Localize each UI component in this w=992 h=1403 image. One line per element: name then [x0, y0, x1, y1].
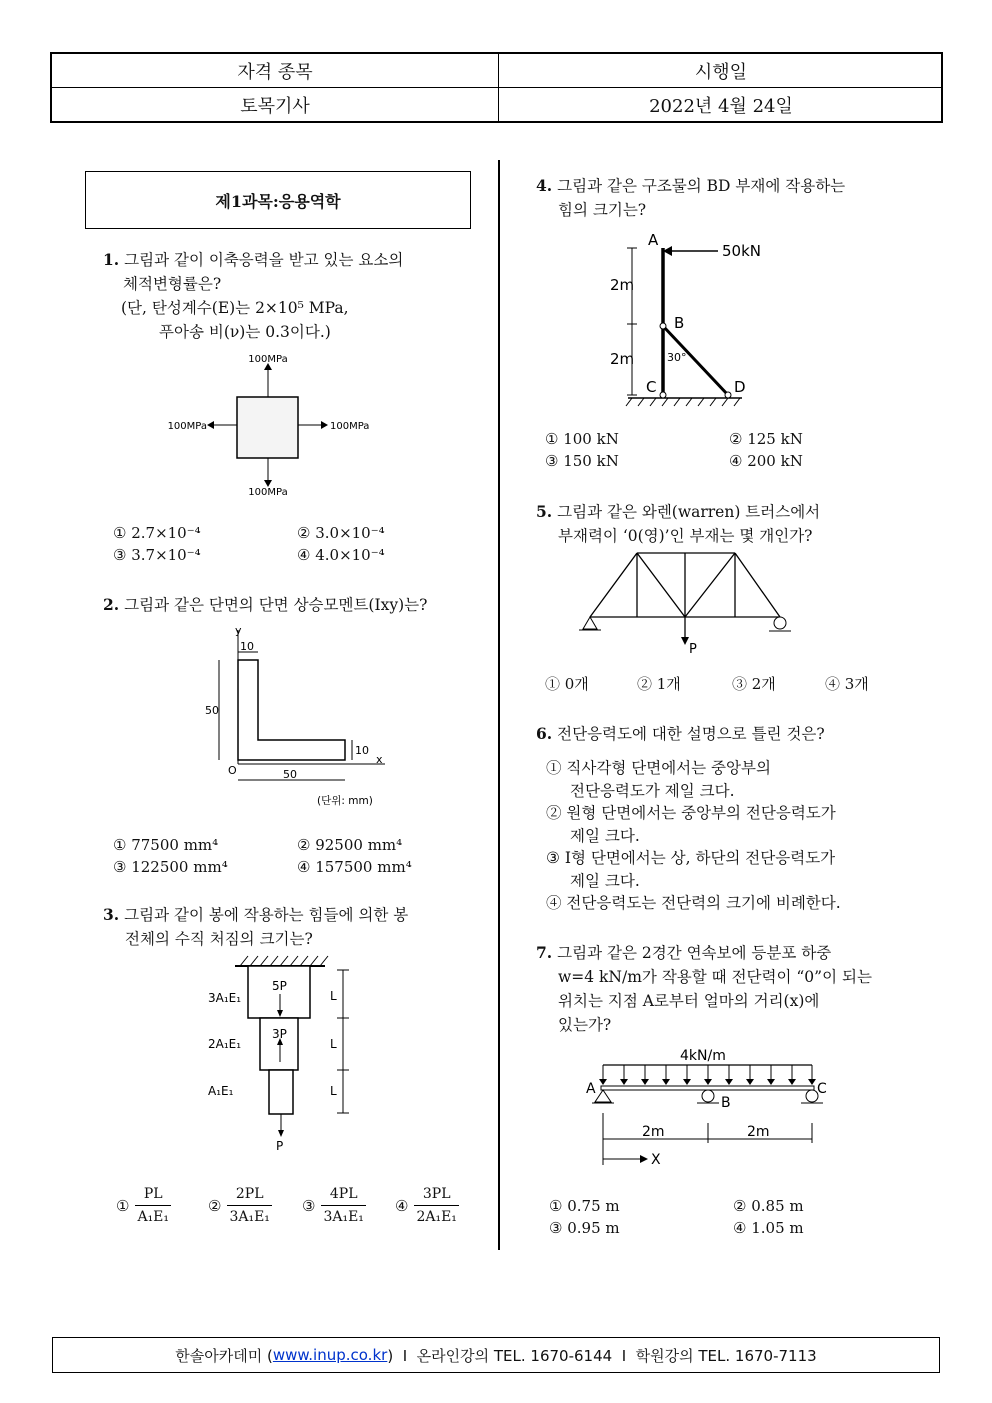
- q1-option-3[interactable]: ③ 3.7×10⁻⁴: [113, 546, 201, 564]
- q5-option-3[interactable]: ③ 2개: [732, 675, 776, 693]
- q6-stem: [536, 722, 825, 746]
- q7-figure: [580, 1043, 840, 1173]
- q6-option-2[interactable]: [546, 802, 841, 847]
- q4-label-c: C: [646, 378, 657, 396]
- q3-option-4[interactable]: [395, 1183, 459, 1228]
- q6-option-4[interactable]: ④ 전단응력도는 전단력의 크기에 비례한다.: [546, 894, 841, 912]
- q7-label-c: C: [817, 1081, 827, 1097]
- q5-label-p: P: [689, 642, 697, 657]
- q7-option-3[interactable]: ③ 0.95 m: [549, 1219, 620, 1237]
- q6-number: 6.: [536, 724, 553, 743]
- q2-label-width: 50: [283, 768, 297, 781]
- q4-text1: 그림과 같은 구조물의 BD 부재에 작용하는: [557, 177, 846, 195]
- q1-element-square: [237, 397, 298, 458]
- header-col2-label: 시행일: [694, 61, 748, 83]
- q5-figure: [575, 545, 795, 660]
- q1-option-2[interactable]: ② 3.0×10⁻⁴: [297, 524, 385, 542]
- q4-label-angle: 30°: [667, 351, 687, 364]
- q3-option-4-fraction: [414, 1183, 458, 1228]
- q3-option-3[interactable]: [302, 1183, 366, 1228]
- q6-option-3b: 제일 크다.: [570, 871, 640, 890]
- q6-option-1b: 전단응력도가 제일 크다.: [570, 781, 735, 800]
- q3-option-3-num: 4PL: [321, 1183, 365, 1206]
- q3-load-3p: 3P: [272, 1027, 287, 1041]
- q1-label-top: 100MPa: [248, 354, 288, 365]
- q1-figure: [150, 350, 390, 500]
- q7-option-4[interactable]: ④ 1.05 m: [733, 1219, 804, 1237]
- q5-number: 5.: [536, 502, 553, 521]
- q1-label-left: 100MPa: [167, 421, 207, 432]
- q6-option-2a: ② 원형 단면에서는 중앙부의 전단응력도가: [546, 804, 836, 822]
- q7-option-2[interactable]: ② 0.85 m: [733, 1197, 804, 1215]
- q7-label-b: B: [721, 1095, 731, 1111]
- q1-note2: 푸아송 비(ν)는 0.3이다.): [159, 323, 331, 341]
- q4-label-lower-len: 2m: [610, 350, 635, 368]
- q7-label-a: A: [586, 1081, 596, 1097]
- footer-bar: [52, 1337, 940, 1373]
- q7-text1: 그림과 같은 2경간 연속보에 등분포 하중: [557, 944, 832, 962]
- q6-options: [546, 757, 841, 915]
- q3-option-2-mark: ②: [208, 1196, 222, 1215]
- q3-option-2-num: 2PL: [227, 1183, 271, 1206]
- q4-option-2[interactable]: ② 125 kN: [729, 430, 803, 448]
- q1-option-1[interactable]: ① 2.7×10⁻⁴: [113, 524, 201, 542]
- q1-text1: 그림과 같이 이축응력을 받고 있는 요소의: [124, 251, 404, 269]
- column-divider: [498, 160, 500, 1250]
- header-col1-label: 자격 종목: [52, 54, 499, 87]
- q3-option-3-fraction: [321, 1183, 365, 1228]
- subject-title: 제1과목:응용역학: [85, 171, 471, 229]
- header-col2-value: 2022년 4월 24일: [649, 95, 793, 117]
- q3-option-1[interactable]: [116, 1183, 171, 1228]
- q5-stem: [536, 500, 820, 548]
- q5-option-2[interactable]: ② 1개: [637, 675, 681, 693]
- q3-len1: L: [330, 989, 337, 1003]
- q2-number: 2.: [103, 595, 120, 614]
- q7-label-x: X: [651, 1152, 661, 1168]
- q1-label-bottom: 100MPa: [248, 487, 288, 498]
- q3-option-3-mark: ③: [302, 1196, 316, 1215]
- q3-seg1: 3A₁E₁: [208, 991, 242, 1005]
- q2-label-x: x: [376, 753, 383, 766]
- q3-len3: L: [330, 1084, 337, 1098]
- q7-text2: w=4 kN/m가 작용할 때 전단력이 “0”이 되는: [558, 968, 872, 986]
- q2-label-y: y: [235, 624, 242, 637]
- q7-label-span2: 2m: [747, 1124, 770, 1140]
- q3-option-4-num: 3PL: [414, 1183, 458, 1206]
- q7-udl-arrows: [603, 1065, 812, 1081]
- q7-stem: [536, 941, 872, 1037]
- q5-text2: 부재력이 ‘0(영)’인 부재는 몇 개인가?: [558, 527, 813, 545]
- q3-load-5p: 5P: [272, 979, 287, 993]
- q2-label-top-dim: 10: [240, 640, 254, 653]
- q3-option-2-den: 3A₁E₁: [229, 1209, 270, 1225]
- q3-len2: L: [330, 1037, 337, 1051]
- q1-note1: (단, 탄성계수(E)는 2×10⁵ MPa,: [121, 299, 349, 317]
- q1-text2: 체적변형률은?: [123, 275, 222, 293]
- q2-label-origin: O: [228, 764, 237, 777]
- q3-seg2: 2A₁E₁: [208, 1037, 242, 1051]
- q3-stem: [103, 903, 408, 951]
- q1-label-right: 100MPa: [330, 421, 370, 432]
- q4-label-upper-len: 2m: [610, 276, 635, 294]
- q4-option-3[interactable]: ③ 150 kN: [545, 452, 619, 470]
- header-table: [50, 52, 943, 123]
- q3-text2: 전체의 수직 처짐의 크기는?: [125, 930, 313, 948]
- q6-option-3a: ③ I형 단면에서는 상, 하단의 전단응력도가: [546, 849, 836, 867]
- q3-load-p: P: [276, 1139, 284, 1153]
- footer-website-link[interactable]: www.inup.co.kr: [272, 1346, 388, 1364]
- q2-label-flange: 10: [355, 744, 369, 757]
- q3-option-1-fraction: [135, 1183, 171, 1228]
- q6-text1: 전단응력도에 대한 설명으로 틀린 것은?: [557, 725, 825, 743]
- q4-label-d: D: [734, 378, 746, 396]
- q3-option-3-den: 3A₁E₁: [323, 1209, 364, 1225]
- q6-option-2b: 제일 크다.: [570, 826, 640, 845]
- q1-number: 1.: [103, 250, 120, 269]
- q2-label-unit: (단위: mm): [317, 795, 373, 807]
- q7-label-span1: 2m: [642, 1124, 665, 1140]
- q4-label-load: 50kN: [722, 242, 761, 260]
- q2-figure: [195, 622, 395, 812]
- q4-option-1[interactable]: ① 100 kN: [545, 430, 619, 448]
- q4-option-4[interactable]: ④ 200 kN: [729, 452, 803, 470]
- q3-option-1-den: A₁E₁: [137, 1209, 170, 1225]
- q3-option-1-mark: ①: [116, 1196, 130, 1215]
- footer-academy: 한솔아카데미 (: [175, 1346, 273, 1365]
- q2-option-2[interactable]: ② 92500 mm⁴: [297, 836, 403, 854]
- q4-number: 4.: [536, 176, 553, 195]
- q2-option-1[interactable]: ① 77500 mm⁴: [113, 836, 219, 854]
- q3-text1: 그림과 같이 봉에 작용하는 힘들에 의한 봉: [124, 906, 409, 924]
- header-row-labels: [52, 54, 941, 88]
- q4-label-b: B: [674, 314, 685, 332]
- q5-option-4[interactable]: ④ 3개: [825, 675, 869, 693]
- header-col1-value: 토목기사: [52, 88, 499, 121]
- q2-option-4[interactable]: ④ 157500 mm⁴: [297, 858, 412, 876]
- q3-option-1-num: PL: [135, 1183, 171, 1206]
- q7-text3: 위치는 지점 A로부터 얼마의 거리(x)에: [558, 992, 820, 1010]
- q7-text4: 있는가?: [558, 1016, 612, 1034]
- q7-option-1[interactable]: ① 0.75 m: [549, 1197, 620, 1215]
- q1-stem: [103, 248, 403, 344]
- q4-text2: 힘의 크기는?: [558, 201, 647, 219]
- q2-option-3[interactable]: ③ 122500 mm⁴: [113, 858, 228, 876]
- footer-contact: ) I 온라인강의 TEL. 1670-6144 I 학원강의 TEL. 1670-7113: [387, 1346, 817, 1365]
- header-row-values: [52, 88, 941, 121]
- q2-label-height: 50: [205, 704, 219, 717]
- q6-option-3[interactable]: [546, 847, 841, 892]
- q3-seg3: A₁E₁: [208, 1084, 234, 1098]
- q7-beam: [601, 1086, 814, 1090]
- q1-option-4[interactable]: ④ 4.0×10⁻⁴: [297, 546, 385, 564]
- q4-stem: [536, 174, 845, 222]
- q4-figure: [600, 228, 790, 413]
- q2-text1: 그림과 같은 단면의 단면 상승모멘트(Ixy)는?: [124, 596, 428, 614]
- q3-option-4-mark: ④: [395, 1196, 409, 1215]
- q7-number: 7.: [536, 943, 553, 962]
- q5-option-1[interactable]: ① 0개: [545, 675, 589, 693]
- q6-option-1[interactable]: [546, 757, 841, 802]
- q5-text1: 그림과 같은 와렌(warren) 트러스에서: [557, 503, 821, 521]
- q3-option-2[interactable]: [208, 1183, 272, 1228]
- q4-label-a: A: [648, 231, 659, 249]
- q5-warren-truss: [590, 553, 780, 617]
- q3-number: 3.: [103, 905, 120, 924]
- q6-option-1a: ① 직사각형 단면에서는 중앙부의: [546, 759, 771, 777]
- q3-figure: [200, 950, 370, 1165]
- q2-angle-section: [238, 660, 345, 760]
- q7-label-load: 4kN/m: [680, 1048, 726, 1064]
- q3-option-4-den: 2A₁E₁: [416, 1209, 457, 1225]
- q2-stem: [103, 593, 427, 617]
- q3-option-2-fraction: [227, 1183, 271, 1228]
